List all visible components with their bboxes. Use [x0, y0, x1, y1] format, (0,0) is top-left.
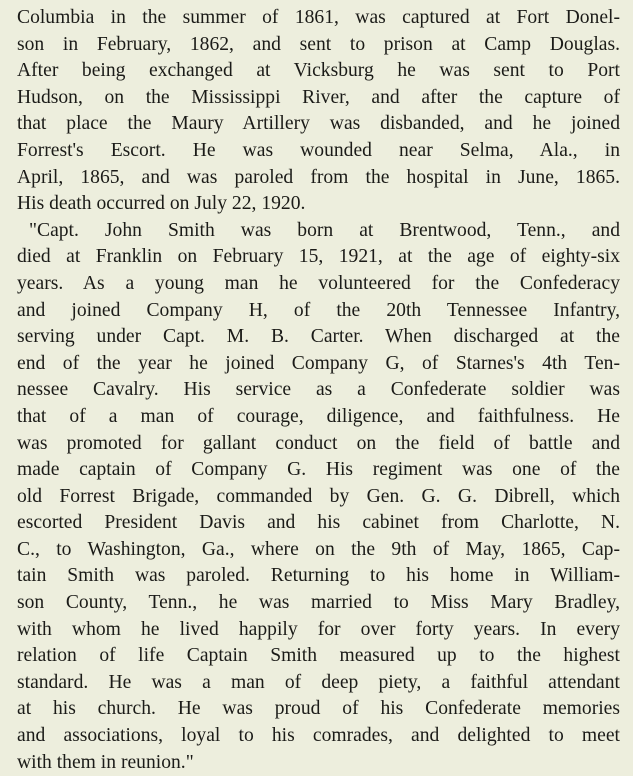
text-line: April, 1865, and was paroled from the hospital in June, 1865.	[17, 166, 620, 188]
text-line: escorted President Davis and his cabinet from Charlotte, N.	[17, 512, 620, 534]
text-line: standard. He was a man of deep piety, a faithful attendant	[17, 671, 620, 693]
article-text	[17, 5, 620, 776]
text-line: C., to Washington, Ga., where on the 9th of May, 1865, Cap-	[17, 538, 620, 560]
text-line: tain Smith was paroled. Returning to his home in William-	[17, 565, 620, 587]
text-line: made captain of Company G. His regiment was one of the	[17, 459, 620, 481]
text-line: His death occurred on July 22, 1920.	[17, 193, 306, 215]
text-line: relation of life Captain Smith measured up to the highest	[17, 645, 620, 667]
text-line: with them in reunion."	[17, 751, 194, 773]
text-line: that place the Maury Artillery was disbanded, and he joined	[17, 113, 620, 135]
text-line: and associations, loyal to his comrades, and delighted to meet	[17, 725, 620, 747]
text-line: nessee Cavalry. His service as a Confederate soldier was	[17, 379, 620, 401]
paragraph-2	[17, 218, 620, 776]
text-line: with whom he lived happily for over forty years. In every	[17, 618, 620, 640]
text-line: Hudson, on the Mississippi River, and after the capture of	[17, 86, 620, 108]
paragraph-1	[17, 5, 620, 218]
text-line: serving under Capt. M. B. Carter. When discharged at the	[17, 326, 620, 348]
text-line: "Capt. John Smith was born at Brentwood, Tenn., and	[29, 219, 620, 241]
text-line: end of the year he joined Company G, of Starnes's 4th Ten-	[17, 352, 620, 374]
text-line: old Forrest Brigade, commanded by Gen. G. G. Dibrell, which	[17, 485, 620, 507]
text-line: and joined Company H, of the 20th Tennessee Infantry,	[17, 299, 620, 321]
text-line: son County, Tenn., he was married to Miss Mary Bradley,	[17, 592, 620, 614]
text-line: son in February, 1862, and sent to prison at Camp Douglas.	[17, 33, 620, 55]
text-line: years. As a young man he volunteered for the Confederacy	[17, 272, 620, 294]
text-line: Columbia in the summer of 1861, was captured at Fort Donel-	[17, 7, 620, 28]
text-line: After being exchanged at Vicksburg he was sent to Port	[17, 60, 620, 82]
text-line: was promoted for gallant conduct on the field of battle and	[17, 432, 620, 454]
text-line: died at Franklin on February 15, 1921, at the age of eighty-six	[17, 246, 620, 268]
text-line: Forrest's Escort. He was wounded near Selma, Ala., in	[17, 139, 620, 161]
text-line: at his church. He was proud of his Confederate memories	[17, 698, 620, 720]
text-line: that of a man of courage, diligence, and faithfulness. He	[17, 405, 620, 427]
